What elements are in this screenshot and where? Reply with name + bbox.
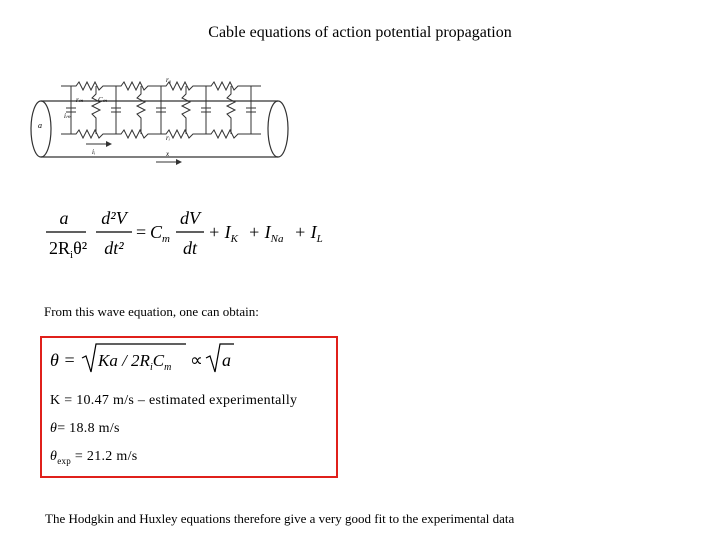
eq-cm: $C_m$ bbox=[150, 222, 170, 245]
label-rm: rₘ bbox=[76, 96, 84, 104]
theta-equation bbox=[48, 340, 238, 380]
eq-lhs-denominator: $2R_i\theta^2$ bbox=[49, 238, 88, 261]
theta-value-line bbox=[50, 421, 120, 437]
label-ia: iₘ bbox=[64, 112, 71, 120]
eq-equals: = bbox=[136, 222, 147, 242]
theta-eq-prop: ∝ bbox=[190, 350, 203, 370]
cable-circuit-diagram bbox=[16, 74, 336, 174]
label-ri: rᵢ bbox=[166, 134, 170, 142]
slide-title: Cable equations of action potential propagation bbox=[208, 24, 512, 41]
k-value-line: K = 10.47 m/s – estimated experimentally bbox=[50, 393, 298, 408]
label-x: x bbox=[166, 150, 170, 158]
eq-lhs-numerator: a bbox=[59, 208, 69, 228]
eq-d2v-denominator: dt² bbox=[104, 238, 124, 258]
eq-ina: + $I_{Na}$ bbox=[248, 222, 284, 245]
eq-ik: + $I_K$ bbox=[208, 222, 238, 245]
cable-equation bbox=[40, 200, 340, 270]
label-ii: iᵢ bbox=[92, 148, 96, 156]
theta-exp-symbol: θ bbox=[50, 449, 58, 464]
theta-eq-rhs: a bbox=[222, 350, 231, 370]
theta-exp-subscript: exp bbox=[57, 456, 72, 466]
theta-exp-line bbox=[50, 449, 138, 465]
intro-text: From this wave equation, one can obtain: bbox=[44, 304, 259, 319]
eq-dv-denominator: dt bbox=[182, 238, 198, 258]
conclusion-text: The Hodgkin and Huxley equations therefore give a very good fit to the experimental data bbox=[45, 511, 515, 526]
theta-eq-lhs: θ = bbox=[50, 350, 76, 370]
eq-dv-numerator: dV bbox=[180, 208, 200, 228]
label-cm: Cₘ bbox=[98, 96, 108, 104]
theta-value: = 18.8 m/s bbox=[57, 421, 120, 436]
theta-exp-value: = 21.2 m/s bbox=[71, 449, 138, 464]
theta-symbol: θ bbox=[50, 421, 58, 436]
theta-eq-radicand: Ka / $2R_iC_m$ bbox=[98, 351, 172, 373]
cylinder-end-right bbox=[268, 101, 288, 157]
label-ro: r₀ bbox=[166, 76, 172, 84]
eq-il: + $I_L$ bbox=[294, 222, 323, 245]
eq-d2v-numerator: d²V bbox=[101, 208, 127, 228]
label-a: a bbox=[38, 121, 42, 130]
